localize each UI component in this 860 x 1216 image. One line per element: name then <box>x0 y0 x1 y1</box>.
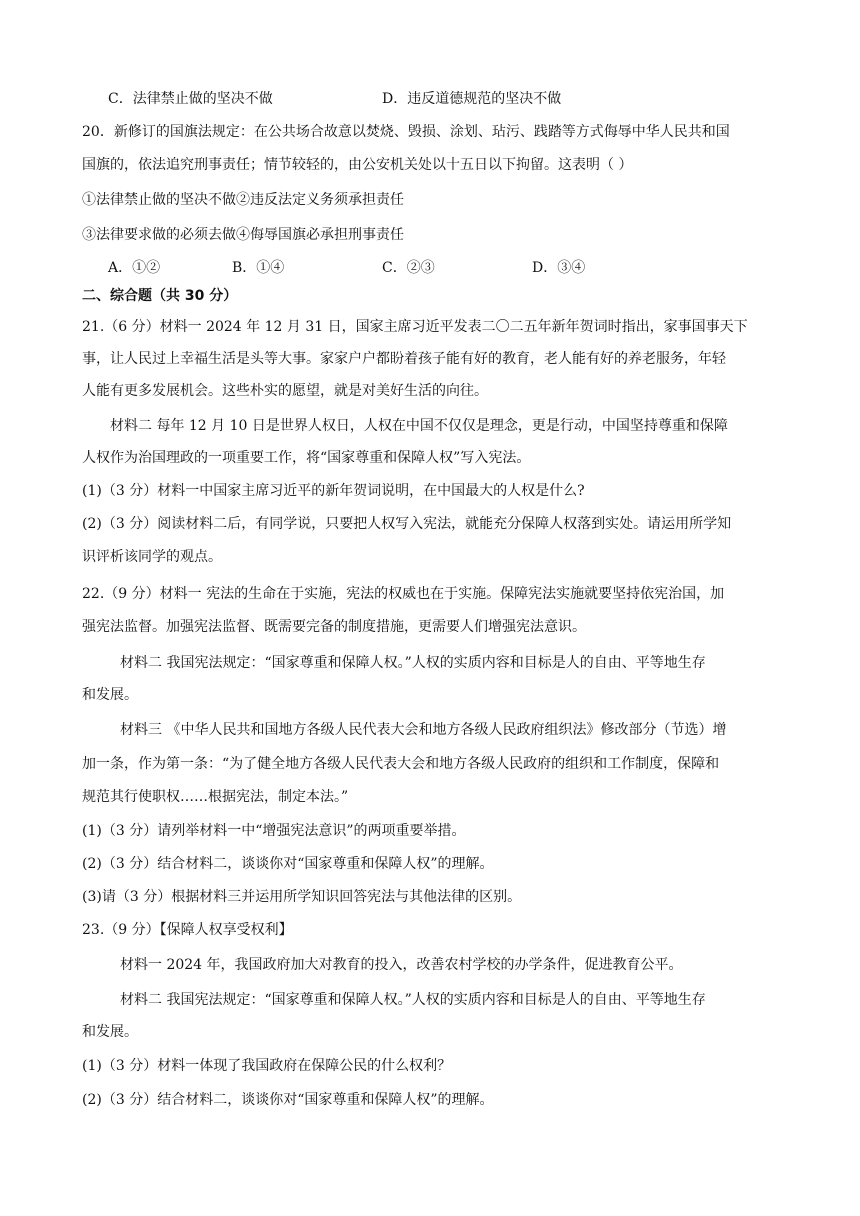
q23-material-2-line-1: 材料二 我国宪法规定：“国家尊重和保障人权。”人权的实质内容和目标是人的自由、平等地生存 <box>120 992 706 1008</box>
q23-sub-question-2: (2)（3 分）结合材料二，谈谈你对“国家尊重和保障人权”的理解。 <box>82 1092 494 1108</box>
q21-line-3: 人能有更多发展机会。这些朴实的愿望，就是对美好生活的向往。 <box>82 383 488 399</box>
q22-material-2-line-1: 材料二 我国宪法规定：“国家尊重和保障人权。”人权的实质内容和目标是人的自由、平等地生存 <box>120 655 706 671</box>
q22-sub-question-2: (2)（3 分）结合材料二，谈谈你对“国家尊重和保障人权”的理解。 <box>82 856 494 872</box>
q19-option-c: C．法律禁止做的坚决不做 <box>108 91 273 107</box>
section-2-title: 二、综合题（共 30 分） <box>82 288 238 304</box>
q21-material-2-line-2: 人权作为治国理政的一项重要工作，将“国家尊重和保障人权”写入宪法。 <box>82 450 531 466</box>
q21-sub-question-2-line-2: 识评析该同学的观点。 <box>82 549 222 565</box>
q23-material-2-line-2: 和发展。 <box>82 1024 138 1040</box>
q21-sub-question-1: (1)（3 分）材料一中国家主席习近平的新年贺词说明，在中国最大的人权是什么? <box>82 483 585 499</box>
q20-option-b: B．①④ <box>232 260 285 276</box>
q22-material-3-line-2: 加一条，作为第一条：“为了健全地方各级人民代表大会和地方各级人民政府的组织和工作制度，保障和 <box>82 756 720 772</box>
q20-statements-line-1: ①法律禁止做的坚决不做②违反法定义务须承担责任 <box>82 192 404 208</box>
q20-option-c: C．②③ <box>382 260 435 276</box>
q21-line-2: 事，让人民过上幸福生活是头等大事。家家户户都盼着孩子能有好的教育，老人能有好的养老服务，年轻 <box>82 351 726 367</box>
q22-material-2-line-2: 和发展。 <box>82 687 138 703</box>
q23-material-1: 材料一 2024 年，我国政府加大对教育的投入，改善农村学校的办学条件，促进教育公平。 <box>120 957 683 973</box>
q20-option-d: D．③④ <box>532 260 586 276</box>
q20-stem-line-1: 20．新修订的国旗法规定：在公共场合故意以焚烧、毁损、涂划、玷污、践踏等方式侮辱中华人民共和国 <box>82 124 730 140</box>
q22-sub-question-3: (3)请（3 分）根据材料三并运用所学知识回答宪法与其他法律的区别。 <box>82 889 522 905</box>
q20-option-a: A．①② <box>108 260 161 276</box>
q22-material-3-line-3: 规范其行使职权……根据宪法，制定本法。” <box>82 789 349 805</box>
q20-statements-line-2: ③法律要求做的必须去做④侮辱国旗必承担刑事责任 <box>82 227 404 243</box>
q20-stem-line-2: 国旗的，依法追究刑事责任；情节较轻的，由公安机关处以十五日以下拘留。这表明（ ） <box>82 157 633 173</box>
q21-line-1: 21.（6 分）材料一 2024 年 12 月 31 日，国家主席习近平发表二〇二五年新年贺词时指出，家事国事天下 <box>82 319 748 335</box>
q22-line-1: 22.（9 分）材料一 宪法的生命在于实施，宪法的权威也在于实施。保障宪法实施就要坚持依宪治国，加 <box>82 586 725 602</box>
q21-sub-question-2-line-1: (2)（3 分）阅读材料二后，有同学说，只要把人权写入宪法，就能充分保障人权落到实处。请运用所学知 <box>82 516 732 532</box>
q22-material-3-line-1: 材料三 《中华人民共和国地方各级人民代表大会和地方各级人民政府组织法》修改部分（节选）增 <box>120 722 727 738</box>
q22-line-2: 强宪法监督。加强宪法监督、既需要完备的制度措施，更需要人们增强宪法意识。 <box>82 619 586 635</box>
q23-title: 23.（9 分）【保障人权享受权利】 <box>82 922 293 938</box>
q23-sub-question-1: (1)（3 分）材料一体现了我国政府在保障公民的什么权利？ <box>82 1058 452 1074</box>
q22-sub-question-1: (1)（3 分）请列举材料一中“增强宪法意识”的两项重要举措。 <box>82 823 466 839</box>
q19-option-d: D．违反道德规范的坚决不做 <box>382 91 562 107</box>
q21-material-2-line-1: 材料二 每年 12 月 10 日是世界人权日，人权在中国不仅仅是理念，更是行动，中国坚持尊重和保障 <box>110 418 728 434</box>
